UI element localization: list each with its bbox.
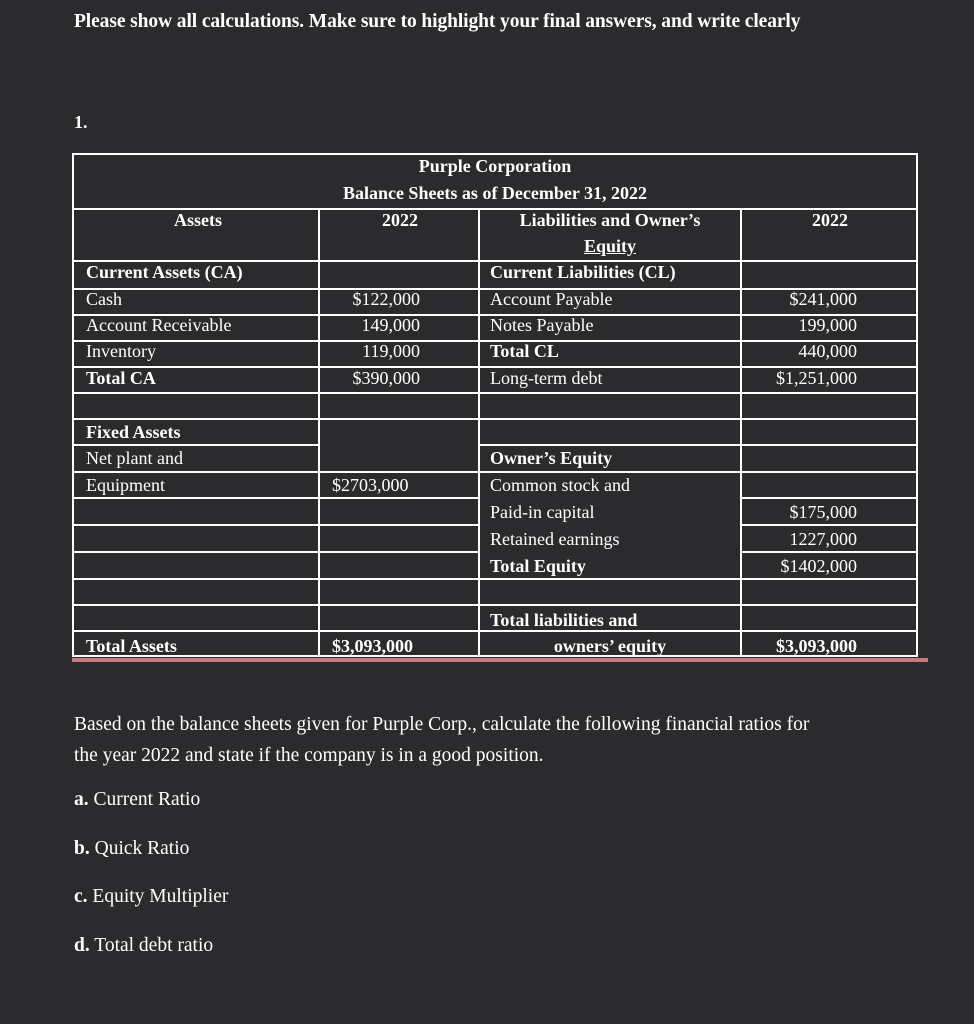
header-year-right: 2022: [812, 210, 848, 230]
table-column-rule: [478, 208, 480, 657]
value-total-assets: $3,093,000: [332, 636, 413, 656]
list-item: [74, 789, 200, 811]
table-rule: [72, 392, 918, 394]
label-cash: Cash: [86, 289, 122, 309]
value-total-equity: $1402,000: [780, 556, 857, 576]
table-rule: [72, 604, 918, 606]
value-account-receivable: 149,000: [361, 315, 420, 335]
question-prompt: [74, 709, 934, 771]
header-assets: Assets: [174, 210, 222, 230]
label-total-cl: Total CL: [490, 341, 559, 361]
label-notes-payable: Notes Payable: [490, 315, 594, 335]
header-year-left: 2022: [382, 210, 418, 230]
table-rule: [72, 524, 478, 526]
header-liabilities: Liabilities and Owner’s: [519, 210, 701, 230]
question-prompt-line: the year 2022 and state if the company is in a good position.: [74, 745, 544, 766]
list-item: [74, 838, 189, 860]
label-total-equity: Total Equity: [490, 556, 586, 576]
item-text: Equity Multiplier: [92, 886, 229, 907]
label-account-payable: Account Payable: [490, 289, 613, 309]
header-equity: Equity: [583, 236, 637, 256]
label-inventory: Inventory: [86, 341, 156, 361]
label-equipment: Equipment: [86, 475, 165, 495]
list-item: [74, 935, 213, 957]
label-total-liabilities: Total liabilities and: [490, 610, 638, 630]
label-fixed-assets: Fixed Assets: [86, 422, 181, 442]
label-net-plant: Net plant and: [86, 448, 183, 468]
balance-sheet-table: [72, 153, 918, 657]
table-title-company: Purple Corporation: [418, 156, 572, 176]
value-total-ca: $390,000: [352, 368, 420, 388]
label-owners-equity: Owner’s Equity: [490, 448, 613, 468]
label-common-stock: Common stock and: [490, 475, 630, 495]
value-long-term-debt: $1,251,000: [776, 368, 857, 388]
value-inventory: 119,000: [362, 341, 420, 361]
table-title-date: Balance Sheets as of December 31, 2022: [342, 183, 648, 203]
value-account-payable: $241,000: [789, 289, 857, 309]
item-letter: d.: [74, 935, 90, 956]
label-current-assets: Current Assets (CA): [86, 262, 243, 282]
item-text: Quick Ratio: [94, 838, 190, 859]
value-cash: $122,000: [352, 289, 420, 309]
label-long-term-debt: Long-term debt: [490, 368, 603, 388]
item-letter: b.: [74, 838, 90, 859]
label-account-receivable: Account Receivable: [86, 315, 232, 335]
question-prompt-line: Based on the balance sheets given for Purple Corp., calculate the following financial ratios for: [74, 714, 810, 735]
label-owners-equity-total: owners’ equity: [553, 636, 667, 656]
value-total-liabilities-equity: $3,093,000: [776, 636, 857, 656]
item-letter: c.: [74, 886, 88, 907]
value-net-plant: $2703,000: [332, 475, 409, 495]
label-total-ca: Total CA: [86, 368, 156, 388]
list-item: [74, 886, 228, 908]
item-text: Total debt ratio: [94, 935, 214, 956]
table-rule: [72, 551, 478, 553]
label-current-liabilities: Current Liabilities (CL): [490, 262, 676, 282]
value-common-stock: $175,000: [789, 502, 857, 522]
table-rule: [72, 418, 918, 420]
instructions-heading: Please show all calculations. Make sure to highlight your final answers, and write clearly: [74, 11, 801, 32]
value-retained-earnings: 1227,000: [789, 529, 857, 549]
value-notes-payable: 199,000: [798, 315, 857, 335]
label-paid-in-capital: Paid-in capital: [490, 502, 595, 522]
value-total-cl: 440,000: [798, 341, 857, 361]
table-column-rule: [740, 208, 742, 657]
highlight-underline: [72, 658, 928, 662]
question-number: 1.: [74, 112, 88, 132]
item-text: Current Ratio: [93, 789, 201, 810]
table-column-rule: [318, 208, 320, 657]
label-total-assets: Total Assets: [86, 636, 177, 656]
label-retained-earnings: Retained earnings: [490, 529, 620, 549]
item-letter: a.: [74, 789, 89, 810]
